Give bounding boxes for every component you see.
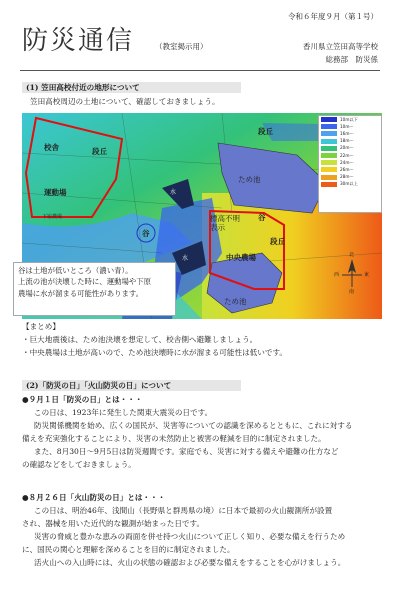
legend-swatch-3 (321, 139, 337, 144)
legend-label-2: 16m〜 (340, 130, 354, 136)
school-name: 香川県立笠田高等学校 (303, 42, 378, 51)
compass-south: 南 (349, 289, 355, 295)
callout-line-1: 谷は土地が低いところ（濃い青）。 (18, 266, 133, 275)
legend-label-3: 18m〜 (340, 138, 354, 144)
section2-sub1: ●９月１日「防災の日」とは・・・ (22, 395, 143, 404)
compass-west: 西 (334, 272, 340, 278)
p2-line-2: され、器械を用いた近代的な観測が始まった日です。 (22, 519, 205, 528)
legend-swatch-9 (321, 182, 337, 187)
section1-heading: (1) 笠田高校付近の地形について (22, 82, 241, 93)
p1-line-1: この日は、1923年に発生した関東大震災の日です。 (34, 408, 213, 417)
map-label-danchi-1: 段丘 (92, 147, 107, 156)
callout-line-2: 上流の池が決壊した時に、運動場や下原 (18, 277, 152, 287)
legend-label-4: 20m〜 (340, 145, 354, 151)
legend-label-6: 24m〜 (340, 159, 354, 165)
header-divider (20, 70, 380, 71)
legend-label-1: 10m〜 (340, 123, 354, 129)
map-label-kousha: 校舎 (44, 143, 59, 152)
p1-line-4: また、8月30日〜9月5日は防災週間です。家庭でも、災害に対する備えや避難の仕方など (34, 447, 339, 456)
legend-row-4 (319, 145, 381, 152)
compass-north: 北 (349, 252, 355, 258)
legend-swatch-8 (321, 175, 337, 180)
p2-line-5: 活火山への入山時には、火山の状態の確認および必要な備えをすることを心がけましょう。 (34, 558, 346, 567)
map-label-tameike-2: ため池 (224, 297, 247, 306)
elevation-legend (318, 115, 382, 213)
p2-line-1: この日は、明治46年、浅間山（長野県と群馬県の境）に日本で最初の火山観測所が設置 (34, 506, 333, 515)
legend-row-2 (319, 130, 381, 137)
summary-item-1: ・巨大地震後は、ため池決壊を想定して、校舎側へ避難しましょう。 (22, 335, 258, 344)
legend-label-9: 30m以上 (340, 181, 358, 187)
legend-swatch-6 (321, 160, 337, 165)
callout-line-3: 農場に水が溜まる可能性があります。 (18, 288, 144, 298)
map-label-tani-2: 谷 (258, 213, 266, 222)
legend-swatch-4 (321, 146, 337, 151)
legend-swatch-5 (321, 153, 337, 158)
legend-row-8 (319, 174, 381, 181)
map-label-mizu-2: 水 (182, 255, 189, 262)
p1-line-3: 備えを充実強化することにより、災害の未然防止と被害の軽減を目的に制定されました。 (22, 434, 326, 443)
map-label-tameike-1: ため池 (238, 175, 261, 184)
map-label-danchi-2: 段丘 (258, 127, 273, 136)
legend-label-0: 10m以下 (340, 116, 358, 122)
section2-sub2: ●８月２６日「火山防災の日」とは・・・ (22, 493, 166, 502)
legend-swatch-2 (321, 131, 337, 136)
page-title: 防災通信 (22, 26, 135, 56)
legend-row-6 (319, 159, 381, 166)
map-callout (13, 262, 176, 316)
map-label-chuuou: 中央農場 (226, 253, 256, 262)
map-label-tani-1: 谷 (142, 229, 150, 238)
legend-row-3 (319, 138, 381, 145)
legend-swatch-0 (321, 117, 337, 122)
compass-east: 東 (364, 272, 370, 278)
legend-swatch-7 (321, 167, 337, 172)
map-label-mizu-1: 水 (170, 189, 177, 196)
map-label-danchi-3: 段丘 (270, 237, 285, 246)
legend-label-7: 26m〜 (340, 166, 354, 172)
legend-row-1 (319, 123, 381, 130)
summary-heading: 【まとめ】 (22, 322, 60, 331)
legend-label-5: 22m〜 (340, 152, 354, 158)
legend-row-5 (319, 152, 381, 159)
legend-row-7 (319, 166, 381, 173)
page-subtitle: （教室掲示用） (155, 42, 208, 51)
map-label-geshuku: 下宿農場 (42, 214, 63, 220)
legend-swatch-1 (321, 124, 337, 129)
section1-intro: 笠田高校周辺の土地について、確認しておきましょう。 (30, 97, 220, 106)
department-name: 総務部 防災係 (325, 55, 378, 64)
p1-line-2: 防災関係機関を始め、広くの国民が、災害等についての認識を深めるとともに、これに対する (34, 421, 353, 430)
section2-heading: (2)「防災の日」「火山防災の日」について (22, 380, 241, 391)
summary-item-2: ・中央農場は土地が高いので、ため池決壊時に水が溜まる可能性は低いです。 (22, 348, 288, 357)
issue-date: 令和６年度９月（第１号） (288, 12, 378, 21)
legend-row-0 (319, 116, 381, 123)
p2-line-4: に、国民の関心と理解を深めることを目的に制定されました。 (22, 545, 235, 554)
legend-row-9 (319, 181, 381, 188)
legend-label-8: 28m〜 (340, 174, 354, 180)
p1-line-5: の確認などをしておきましょう。 (22, 460, 136, 469)
map-label-undoujou: 運動場 (44, 188, 67, 197)
p2-line-3: 災害の脅威と豊かな恵みの両面を併せ持つ火山について正しく知り、必要な備えを行うため (34, 532, 346, 541)
map-label-hyouji: 標高不明 表示 (210, 214, 240, 233)
